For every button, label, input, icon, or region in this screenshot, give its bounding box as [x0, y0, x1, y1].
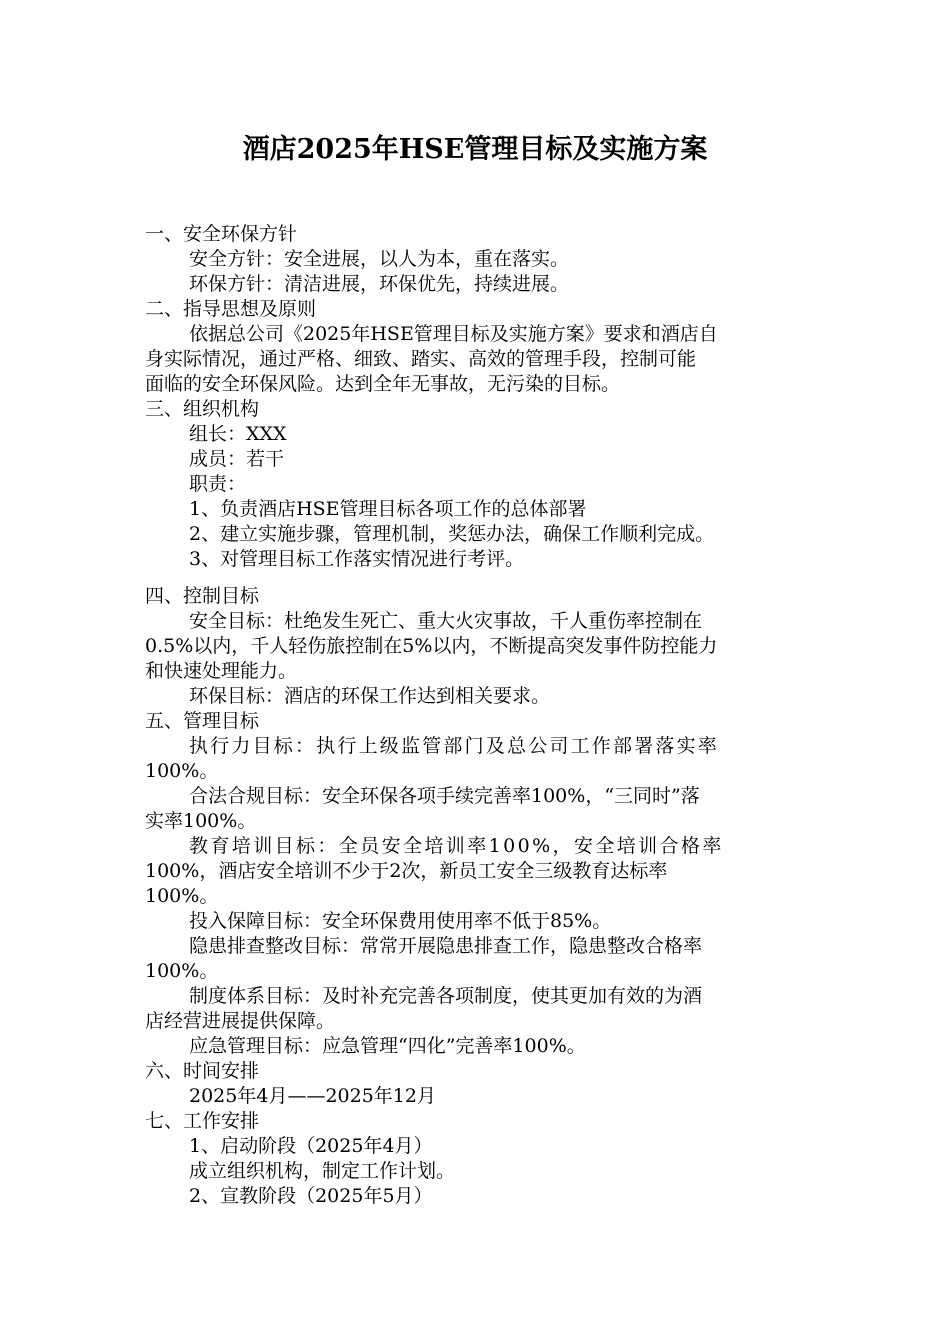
phase-startup-desc: 成立组织机构，制定工作计划。 [189, 1160, 456, 1182]
phase-startup: 1、启动阶段（2025年4月） [189, 1135, 433, 1157]
section-heading-management-targets: 五、管理目标 [145, 710, 260, 732]
section-heading-work-plan: 七、工作安排 [145, 1110, 260, 1132]
safety-policy-line: 安全方针：安全进展，以人为本，重在落实。 [189, 248, 570, 270]
org-duties-label: 职责： [189, 473, 247, 495]
org-duty-item: 3、对管理目标工作落实情况进行考评。 [189, 548, 525, 570]
safety-target-line: 安全目标：杜绝发生死亡、重大火灾事故，千人重伤率控制在 [189, 610, 703, 632]
org-duty-item: 1、负责酒店HSE管理目标各项工作的总体部署 [189, 498, 587, 520]
org-leader: 组长：XXX [189, 423, 287, 445]
guiding-para-line: 依据总公司《2025年HSE管理目标及实施方案》要求和酒店自 [189, 323, 718, 345]
compliance-target-line: 合法合规目标：安全环保各项手续完善率100%，“三同时”落 [189, 785, 700, 807]
system-target-line: 店经营进展提供保障。 [145, 1010, 336, 1032]
execution-target-line: 100%。 [145, 760, 219, 782]
section-heading-schedule: 六、时间安排 [145, 1060, 260, 1082]
execution-target-line: 执行力目标：执行上级监管部门及总公司工作部署落实率 [189, 735, 720, 757]
guiding-para-line: 身实际情况，通过严格、细致、踏实、高效的管理手段，控制可能 [145, 348, 697, 370]
document-title: 酒店2025年HSE管理目标及实施方案 [242, 134, 708, 165]
safety-target-line: 0.5%以内，千人轻伤旅控制在5%以内，不断提高突发事件防控能力 [145, 635, 718, 657]
guiding-para-line: 面临的安全环保风险。达到全年无事故，无污染的目标。 [145, 373, 621, 395]
training-target-line: 100%。 [145, 885, 219, 907]
safety-target-line: 和快速处理能力。 [145, 660, 298, 682]
compliance-target-line: 实率100%。 [145, 810, 257, 832]
training-target-line: 100%，酒店安全培训不少于2次，新员工安全三级教育达标率 [145, 860, 668, 882]
emergency-target: 应急管理目标：应急管理“四化”完善率100%。 [189, 1035, 586, 1057]
hazard-target-line: 隐患排查整改目标：常常开展隐患排查工作，隐患整改合格率 [189, 935, 703, 957]
org-members: 成员：若干 [189, 448, 285, 470]
phase-education: 2、宣教阶段（2025年5月） [189, 1185, 433, 1207]
org-duty-item: 2、建立实施步骤，管理机制，奖惩办法，确保工作顺利完成。 [189, 523, 715, 545]
schedule-period: 2025年4月——2025年12月 [189, 1085, 436, 1107]
investment-target: 投入保障目标：安全环保费用使用率不低于85%。 [189, 910, 612, 932]
section-heading-guiding: 二、指导思想及原则 [145, 298, 317, 320]
section-heading-policy: 一、安全环保方针 [145, 223, 298, 245]
document-body [145, 222, 808, 1209]
system-target-line: 制度体系目标：及时补充完善各项制度，使其更加有效的为酒 [189, 985, 703, 1007]
hazard-target-line: 100%。 [145, 960, 219, 982]
training-target-line: 教育培训目标：全员安全培训率100%，安全培训合格率 [189, 835, 724, 857]
environment-policy-line: 环保方针：清洁进展，环保优先，持续进展。 [189, 273, 570, 295]
section-heading-control-targets: 四、控制目标 [145, 585, 260, 607]
section-heading-organization: 三、组织机构 [145, 398, 260, 420]
environment-target: 环保目标：酒店的环保工作达到相关要求。 [189, 685, 551, 707]
